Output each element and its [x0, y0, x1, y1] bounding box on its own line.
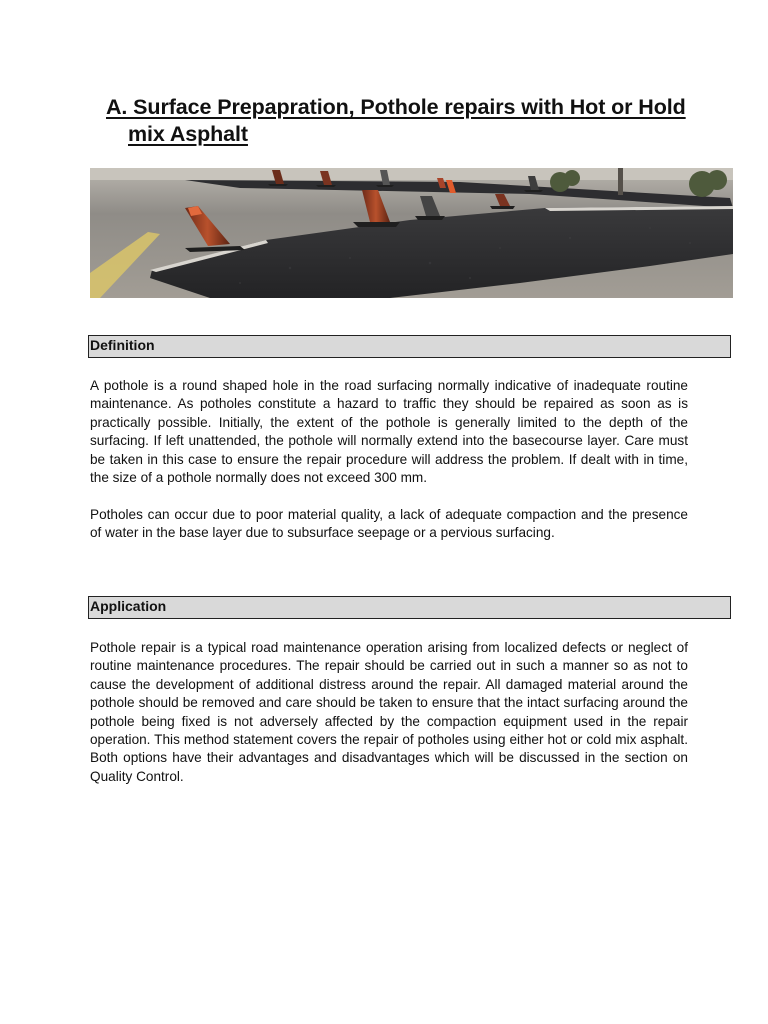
definition-paragraph-1: A pothole is a round shaped hole in the road surfacing normally indicative of inadequate routine maintenance. As potholes constitute a hazard to traffic they should be repaired as soon as is practically possible. Initially, the extent of the pothole is generally limited to the depth of the surfacing. If left unattended, the pothole will normally extend into the basecourse layer. Care must be taken in this case to ensure the repair procedure will address the problem. If dealt with in time, the size of a pothole normally does not exceed 300 mm.: [90, 378, 688, 486]
road-repair-photo: [90, 168, 733, 298]
title-line-2: mix Asphalt: [128, 122, 248, 146]
application-paragraph-1: Pothole repair is a typical road maintenance operation arising from localized defects or neglect of routine maintenance procedures. The repair should be carried out in such a manner so as not to cause the development of additional distress around the repair. All damaged material around the pothole should be removed and care should be taken to ensure that the intact surfacing around the pothole being fixed is not adversely affected by the compaction equipment used in the repair operation. This method statement covers the repair of potholes using either hot or cold mix asphalt. Both options have their advantages and disadvantages which will be discussed in the section on Quality Control.: [90, 640, 688, 784]
title-line-1: A. Surface Prepapration, Pothole repairs with Hot or Hold: [106, 95, 686, 119]
definition-heading: Definition: [88, 335, 731, 358]
application-heading: Application: [88, 596, 731, 619]
definition-paragraph-2: Potholes can occur due to poor material quality, a lack of adequate compaction and the presence of water in the base layer due to subsurface seepage or a pervious surfacing.: [90, 507, 688, 541]
document-title: [106, 94, 746, 148]
road-repair-photo-graphic: [90, 168, 733, 298]
